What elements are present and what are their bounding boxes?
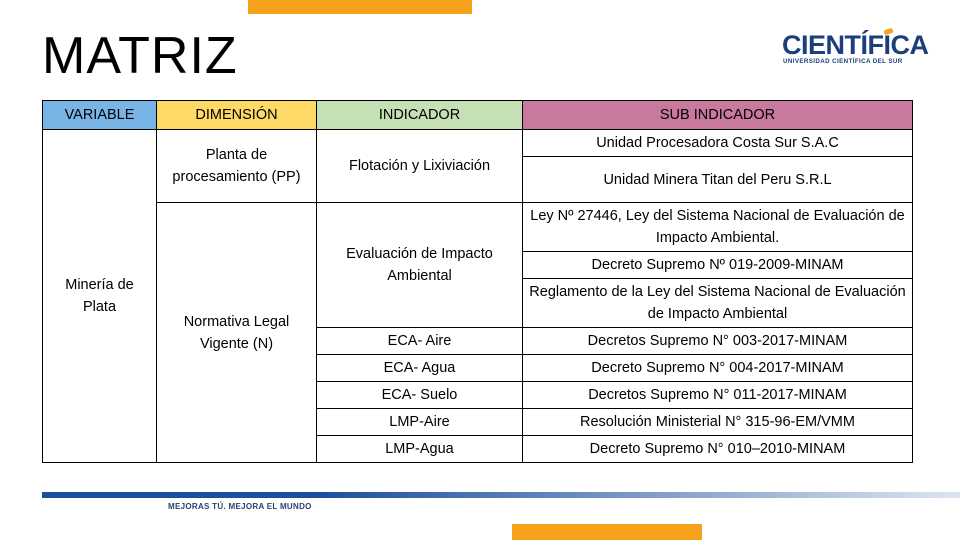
header-sub-indicator: SUB INDICADOR (523, 101, 913, 130)
indicator-cell: ECA- Agua (317, 355, 523, 382)
sub-indicator-cell: Ley Nº 27446, Ley del Sistema Nacional de Evaluación de Impacto Ambiental. (523, 203, 913, 252)
indicator-cell: LMP-Agua (317, 436, 523, 463)
sub-indicator-cell: Decretos Supremo N° 011-2017-MINAM (523, 382, 913, 409)
bottom-accent-bar (512, 524, 702, 540)
sub-indicator-cell: Reglamento de la Ley del Sistema Nacional de Evaluación de Impacto Ambiental (523, 279, 913, 328)
table-row (43, 130, 913, 157)
top-accent-bar (248, 0, 472, 14)
variable-cell: Minería de Plata (43, 130, 157, 463)
table-row (43, 203, 913, 252)
sub-indicator-cell: Decreto Supremo Nº 019-2009-MINAM (523, 252, 913, 279)
indicator-cell: ECA- Aire (317, 328, 523, 355)
header-indicator: INDICADOR (317, 101, 523, 130)
table-header-row (43, 101, 913, 130)
logo-subtitle: UNIVERSIDAD CIENTÍFICA DEL SUR (783, 58, 903, 65)
logo-name: CIENTÍFICA (782, 30, 929, 60)
footer-brand-stripe (42, 492, 960, 498)
indicator-cell: ECA- Suelo (317, 382, 523, 409)
indicator-cell: LMP-Aire (317, 409, 523, 436)
sub-indicator-cell: Decreto Supremo N° 010–2010-MINAM (523, 436, 913, 463)
dimension-cell: Normativa Legal Vigente (N) (157, 203, 317, 463)
page-title: MATRIZ (42, 27, 238, 85)
matrix-table (42, 100, 913, 463)
sub-indicator-cell: Decreto Supremo N° 004-2017-MINAM (523, 355, 913, 382)
indicator-cell: Flotación y Lixiviación (317, 130, 523, 203)
indicator-cell: Evaluación de Impacto Ambiental (317, 203, 523, 328)
footer-tagline: MEJORAS TÚ. MEJORA EL MUNDO (168, 502, 312, 511)
sub-indicator-cell: Resolución Ministerial N° 315-96-EM/VMM (523, 409, 913, 436)
header-dimension: DIMENSIÓN (157, 101, 317, 130)
header-variable: VARIABLE (43, 101, 157, 130)
cientifica-logo (782, 30, 929, 72)
sub-indicator-cell: Unidad Procesadora Costa Sur S.A.C (523, 130, 913, 157)
dimension-cell: Planta de procesamiento (PP) (157, 130, 317, 203)
sub-indicator-cell: Decretos Supremo N° 003-2017-MINAM (523, 328, 913, 355)
sub-indicator-cell: Unidad Minera Titan del Peru S.R.L (523, 157, 913, 203)
